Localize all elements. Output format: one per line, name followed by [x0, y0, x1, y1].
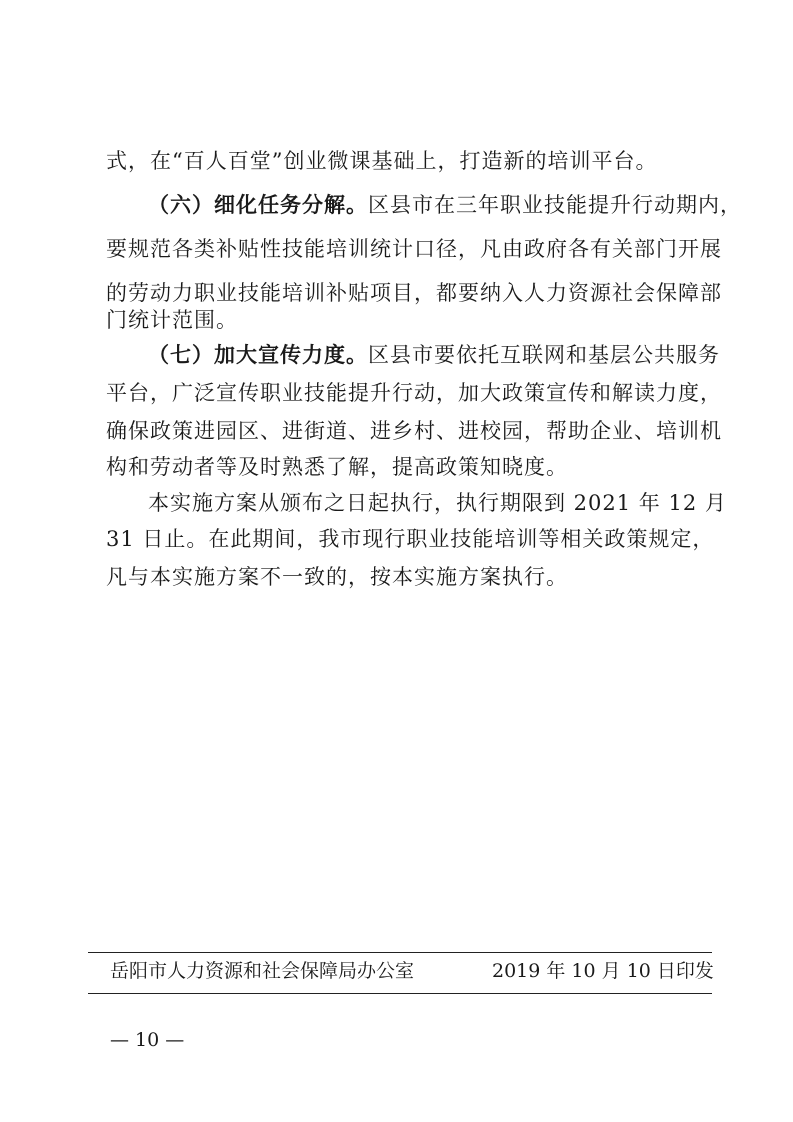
footer-bottom-rule	[88, 993, 712, 994]
paragraph-text: 区县市在三年职业技能提升行动期内，	[368, 193, 742, 217]
paragraph-line: 要规范各类补贴性技能培训统计口径，凡由政府各有关部门开展	[106, 237, 722, 261]
footer-top-rule	[88, 952, 712, 953]
section-heading-seven: （七）加大宣传力度。	[148, 342, 368, 367]
paragraph-line: 的劳动力职业技能培训补贴项目，都要纳入人力资源社会保障部	[106, 281, 722, 305]
footer-date: 2019 年 10 月 10 日印发	[492, 960, 714, 982]
paragraph-six-line	[148, 190, 742, 220]
paragraph-line: 式，在“百人百堂”创业微课基础上，打造新的培训平台。	[106, 149, 658, 173]
paragraph-text: 区县市要依托互联网和基层公共服务	[368, 343, 720, 367]
paragraph-line: 构和劳动者等及时熟悉了解，提高政策知晓度。	[106, 455, 568, 479]
footer-issuer: 岳阳市人力资源和社会保障局办公室	[110, 960, 415, 982]
paragraph-line: 本实施方案从颁布之日起执行，执行期限到 2021 年 12 月	[148, 491, 727, 515]
paragraph-line: 凡与本实施方案不一致的，按本实施方案执行。	[106, 565, 568, 589]
page-number: — 10 —	[110, 1029, 185, 1051]
paragraph-seven-line	[148, 340, 720, 370]
paragraph-line: 门统计范围。	[106, 308, 238, 332]
paragraph-line: 平台，广泛宣传职业技能提升行动，加大政策宣传和解读力度，	[106, 381, 722, 405]
paragraph-line: 确保政策进园区、进街道、进乡村、进校园，帮助企业、培训机	[106, 419, 722, 443]
section-heading-six: （六）细化任务分解。	[148, 192, 368, 217]
paragraph-line: 31 日止。在此期间，我市现行职业技能培训等相关政策规定，	[106, 527, 715, 551]
